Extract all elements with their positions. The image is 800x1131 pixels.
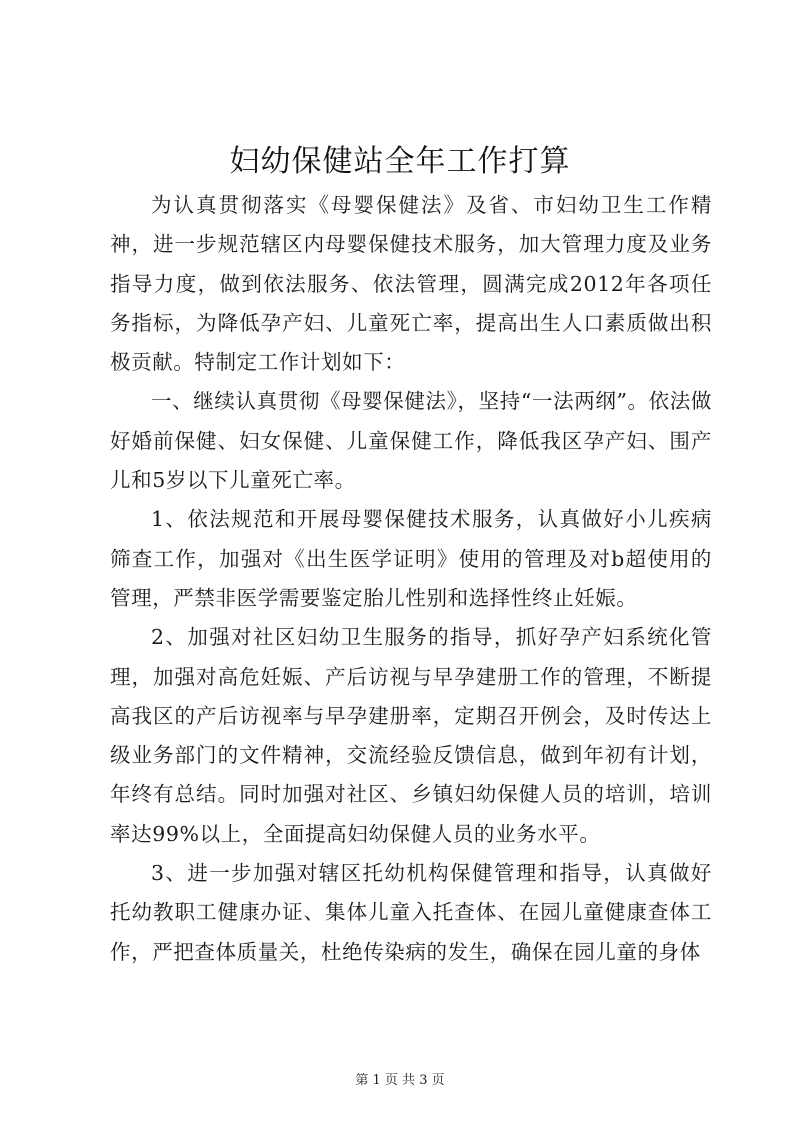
paragraph-intro: 为认真贯彻落实《母婴保健法》及省、市妇幼卫生工作精神，进一步规范辖区内母婴保健技术服务，加大管理力度及业务指导力度，做到依法服务、依法管理，圆满完成2012年各项任务指标，为降低孕产妇、儿童死亡率，提高出生人口素质做出积极贡献。特制定工作计划如下： <box>110 193 712 375</box>
paragraph-item-1: 1、依法规范和开展母婴保健技术服务，认真做好小儿疾病筛查工作，加强对《出生医学证明》使用的管理及对b超使用的管理，严禁非医学需要鉴定胎儿性别和选择性终止妊娠。 <box>110 507 712 610</box>
paragraph-section-1: 一、继续认真贯彻《母婴保健法》，坚持“一法两纲”。依法做好婚前保健、妇女保健、儿童保健工作，降低我区孕产妇、围产儿和5岁以下儿童死亡率。 <box>110 389 712 493</box>
page-number-footer: 第 1 页 共 3 页 <box>355 1073 445 1088</box>
paragraph-item-3: 3、进一步加强对辖区托幼机构保健管理和指导，认真做好托幼教职工健康办证、集体儿童入托查体、在园儿童健康查体工作，严把查体质量关，杜绝传染病的发生，确保在园儿童的身体 <box>110 861 712 964</box>
document-title: 妇幼保健站全年工作打算 <box>229 144 571 179</box>
paragraph-item-2: 2、加强对社区妇幼卫生服务的指导，抓好孕产妇系统化管理，加强对高危妊娠、产后访视与早孕建册工作的管理，不断提高我区的产后访视率与早孕建册率，定期召开例会，及时传达上级业务部门的文件精神，交流经验反馈信息，做到年初有计划，年终有总结。同时加强对社区、乡镇妇幼保健人员的培训，培训率达99%以上，全面提高妇幼保健人员的业务水平。 <box>110 625 712 846</box>
document-body <box>110 186 712 972</box>
